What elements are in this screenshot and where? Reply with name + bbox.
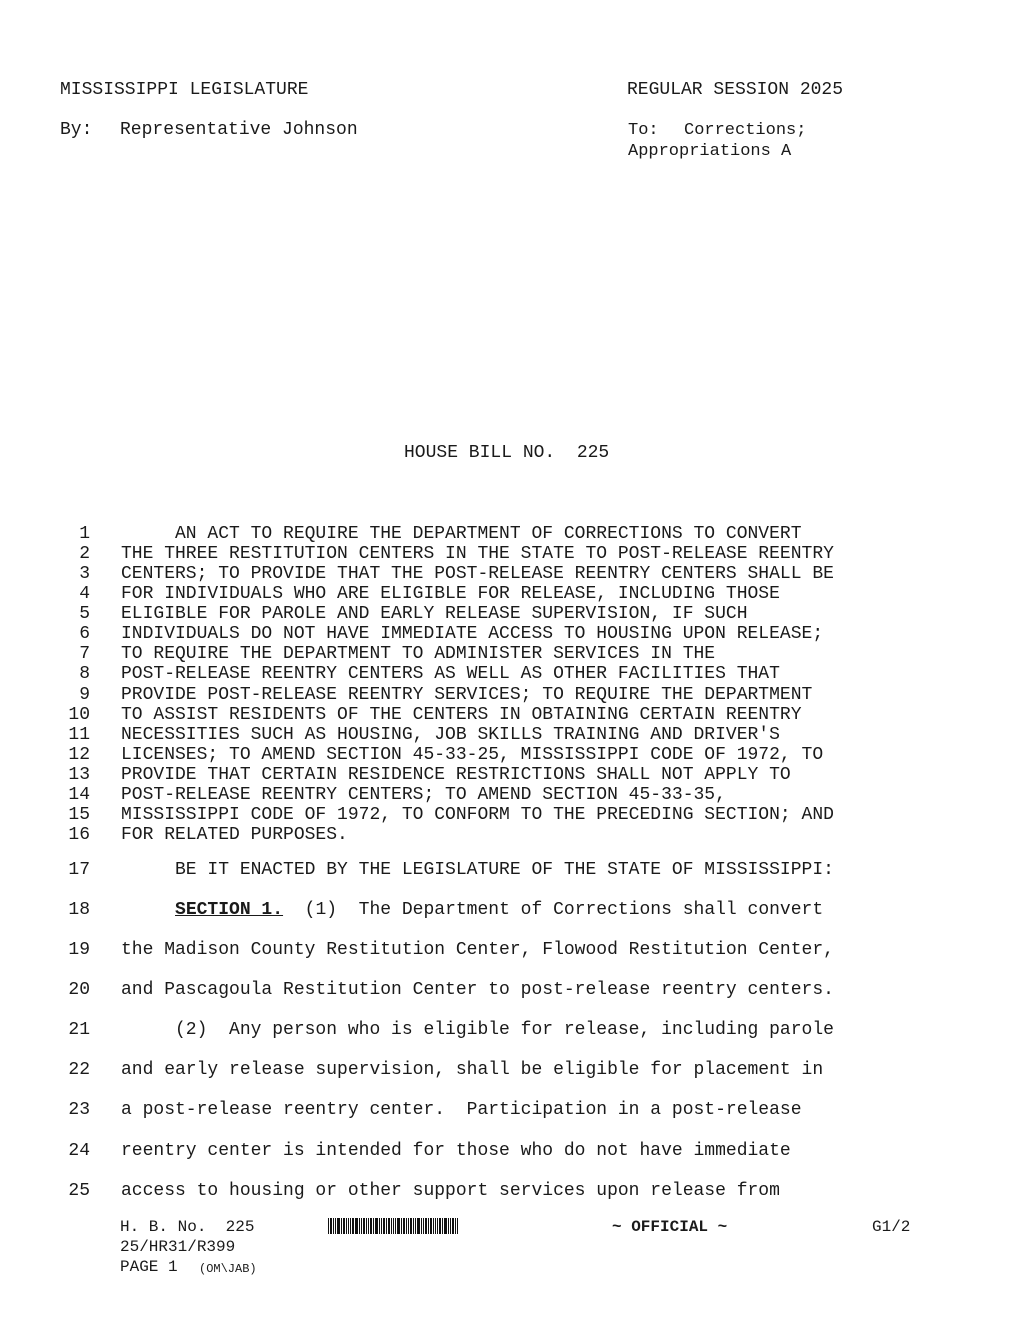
title-line [60,725,940,745]
line-text: a post-release reentry center. Participation in a post-release [121,1100,802,1121]
barcode-bar [393,1218,394,1234]
line-number: 5 [79,604,90,625]
line-text: THE THREE RESTITUTION CENTERS IN THE STATE TO POST-RELEASE REENTRY [121,544,834,565]
line-text: MISSISSIPPI CODE OF 1972, TO CONFORM TO THE PRECEDING SECTION; AND [121,804,834,825]
title-line [60,825,940,845]
line-text: and Pascagoula Restitution Center to post-release reentry centers. [121,980,834,1001]
barcode-bar [417,1218,420,1234]
barcode-bar [373,1218,374,1234]
line-number: 6 [79,624,90,645]
barcode-bar [328,1218,329,1234]
barcode-bar [442,1218,443,1234]
line-number: 21 [68,1020,90,1041]
line-number: 8 [79,664,90,685]
committee-corrections: Corrections; [684,121,807,140]
barcode-bar [335,1218,336,1234]
line-text: CENTERS; TO PROVIDE THAT THE POST-RELEASE REENTRY CENTERS SHALL BE [121,564,834,585]
title-line [60,705,940,725]
sponsor-name: Representative Johnson [120,120,358,140]
barcode-bar [439,1218,441,1234]
line-text: access to housing or other support services upon release from [121,1180,780,1201]
barcode-bar [361,1218,362,1234]
title-line [60,685,940,705]
line-text: AN ACT TO REQUIRE THE DEPARTMENT OF CORRECTIONS TO CONVERT [121,524,802,544]
barcode-bar [425,1218,427,1234]
barcode-bar [381,1218,382,1234]
barcode-bar [428,1218,429,1234]
line-number: 16 [68,825,90,846]
line-text: FOR INDIVIDUALS WHO ARE ELIGIBLE FOR RELEASE, INCLUDING THOSE [121,584,780,605]
barcode-bar [370,1218,372,1234]
barcode-bar [444,1218,447,1234]
barcode-bar [448,1218,449,1234]
barcode-bar [350,1218,351,1234]
barcode-bar [415,1218,416,1234]
line-text: NECESSITIES SUCH AS HOUSING, JOB SKILLS TRAINING AND DRIVER'S [121,724,780,745]
barcode-bar [430,1218,432,1234]
barcode-bar [333,1218,334,1234]
line-text: PROVIDE POST-RELEASE REENTRY SERVICES; TO REQUIRE THE DEPARTMENT [121,684,813,705]
barcode-bar [330,1218,332,1234]
line-number: 3 [79,564,90,585]
title-line [60,544,940,564]
barcode-bar [386,1218,387,1234]
line-text: the Madison County Restitution Center, Flowood Restitution Center, [121,940,834,960]
barcode-bar [363,1218,365,1234]
barcode-bar [337,1218,340,1234]
to-label: To: [628,121,659,140]
barcode-bar [348,1218,349,1234]
line-text: (2) Any person who is eligible for release, including parole [121,1020,834,1041]
title-line [60,745,940,765]
barcode-bar [366,1218,367,1234]
line-text: INDIVIDUALS DO NOT HAVE IMMEDIATE ACCESS TO HOUSING UPON RELEASE; [121,624,824,645]
barcode-bar [391,1218,392,1234]
line-number: 18 [68,900,90,920]
section-heading: SECTION 1. [175,900,284,920]
barcode-bar [435,1218,436,1234]
title-line [60,664,940,684]
line-number: 11 [68,724,90,745]
line-number: 1 [79,524,90,544]
barcode-bar [401,1218,402,1234]
barcode-bar [375,1218,378,1234]
line-text: BE IT ENACTED BY THE LEGISLATURE OF THE STATE OF MISSISSIPPI: [121,860,834,880]
barcode-bar [457,1218,458,1234]
title-line [60,805,940,825]
line-number: 22 [68,1060,90,1081]
barcode-bar [406,1218,407,1234]
barcode-bar [379,1218,380,1234]
body-line [60,1100,940,1140]
title-line [60,785,940,805]
legislature-name: MISSISSIPPI LEGISLATURE [60,80,309,100]
footer-page: PAGE 1 [120,1258,178,1276]
barcode-bar [433,1218,434,1234]
title-line [60,584,940,604]
barcode-bar [355,1218,358,1234]
line-text: LICENSES; TO AMEND SECTION 45-33-25, MISSISSIPPI CODE OF 1972, TO [121,744,824,765]
bill-number: HOUSE BILL NO. 225 [404,443,610,463]
barcode-image [328,1218,474,1234]
body-line [60,1181,940,1221]
line-number: 15 [68,804,90,825]
barcode-bar [341,1218,342,1234]
enacting-clause [60,860,940,900]
barcode-bar [388,1218,390,1234]
barcode-bar [421,1218,422,1234]
line-text: ELIGIBLE FOR PAROLE AND EARLY RELEASE SUPERVISION, IF SUCH [121,604,748,625]
line-number: 20 [68,980,90,1001]
line-number: 7 [79,644,90,665]
barcode-bar [413,1218,414,1234]
line-text: and early release supervision, shall be eligible for placement in [121,1060,824,1081]
title-line [60,624,940,644]
line-text: TO ASSIST RESIDENTS OF THE CENTERS IN OBTAINING CERTAIN REENTRY [121,704,802,725]
barcode-bar [359,1218,360,1234]
barcode-bar [410,1218,412,1234]
line-text [121,900,823,920]
body-line [60,940,940,980]
title-line [60,644,940,664]
line-text: reentry center is intended for those who do not have immediate [121,1140,791,1161]
line-number: 2 [79,544,90,565]
title-line [60,564,940,584]
footer-bill-number: H. B. No. 225 [120,1218,255,1236]
line-number: 24 [68,1140,90,1161]
line-number: 17 [68,860,90,880]
line-number: 9 [79,684,90,705]
line-text: POST-RELEASE REENTRY CENTERS; TO AMEND SECTION 45-33-35, [121,784,726,805]
title-line [60,524,940,544]
title-line [60,765,940,785]
line-text: PROVIDE THAT CERTAIN RESIDENCE RESTRICTIONS SHALL NOT APPLY TO [121,764,791,785]
line-number: 19 [68,940,90,960]
barcode-bar [408,1218,409,1234]
barcode-bar [423,1218,424,1234]
section-1-line [60,900,940,940]
footer-drafter: (OM\JAB) [199,1262,257,1276]
barcode-bar [352,1218,354,1234]
line-number: 23 [68,1100,90,1121]
barcode-bar [455,1218,456,1234]
line-text: POST-RELEASE REENTRY CENTERS AS WELL AS OTHER FACILITIES THAT [121,664,780,685]
by-label: By: [60,120,93,140]
barcode-bar [368,1218,369,1234]
line-number: 13 [68,764,90,785]
footer-reference: 25/HR31/R399 [120,1238,236,1256]
footer-code: G1/2 [872,1218,911,1236]
barcode-bar [343,1218,345,1234]
barcode-bar [395,1218,396,1234]
body-line [60,1141,940,1181]
line-text: TO REQUIRE THE DEPARTMENT TO ADMINISTER SERVICES IN THE [121,644,716,665]
barcode-bar [346,1218,347,1234]
official-marker: ~ OFFICIAL ~ [612,1218,728,1236]
barcode-bar [450,1218,451,1234]
committee-appropriations: Appropriations A [628,142,792,161]
line-number: 4 [79,584,90,605]
line-text: FOR RELATED PURPOSES. [121,825,348,846]
section-text: (1) The Department of Corrections shall convert [283,900,824,920]
barcode-bar [452,1218,454,1234]
body-line [60,1020,940,1060]
line-number: 10 [68,704,90,725]
barcode-bar [383,1218,385,1234]
barcode-bar [397,1218,400,1234]
session-label: REGULAR SESSION 2025 [627,80,844,100]
title-line [60,604,940,624]
line-number: 25 [68,1180,90,1201]
barcode-bar [403,1218,405,1234]
body-line [60,1060,940,1100]
barcode-bar [437,1218,438,1234]
line-number: 14 [68,784,90,805]
line-number: 12 [68,744,90,765]
body-line [60,980,940,1020]
section-indent [121,900,175,920]
